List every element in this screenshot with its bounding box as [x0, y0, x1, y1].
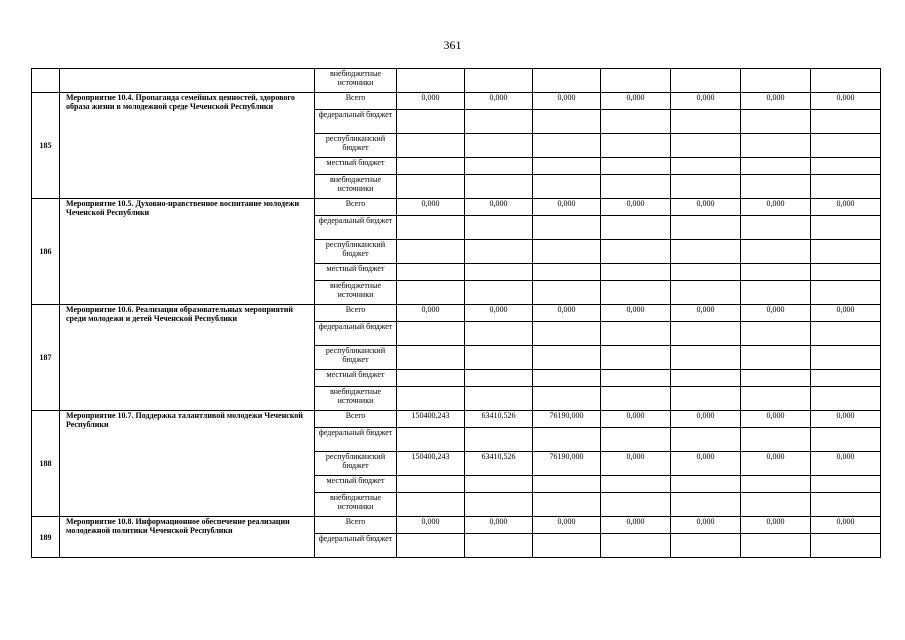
- funding-source-local: местный бюджет: [315, 158, 397, 175]
- value-cell: [671, 322, 741, 346]
- value-cell: 0,000: [533, 199, 601, 216]
- value-cell: [465, 428, 533, 452]
- funding-source-republic: республиканский бюджет: [315, 134, 397, 158]
- value-cell: [601, 370, 671, 387]
- value-cell: [397, 134, 465, 158]
- value-cell: 0,000: [811, 93, 881, 110]
- value-cell: 0,000: [601, 199, 671, 216]
- value-cell: [397, 69, 465, 93]
- value-cell: [601, 110, 671, 134]
- value-cell: [811, 322, 881, 346]
- value-cell: [741, 69, 811, 93]
- value-cell: [671, 216, 741, 240]
- value-cell: [671, 493, 741, 517]
- value-cell: 0,000: [811, 305, 881, 322]
- value-cell: [671, 476, 741, 493]
- funding-source-federal: федеральный бюджет: [315, 110, 397, 134]
- value-cell: [465, 134, 533, 158]
- value-cell: [811, 175, 881, 199]
- funding-source-federal: федеральный бюджет: [315, 428, 397, 452]
- value-cell: [465, 476, 533, 493]
- value-cell: [397, 175, 465, 199]
- value-cell: [601, 216, 671, 240]
- value-cell: 0,000: [671, 93, 741, 110]
- value-cell: 0,000: [741, 517, 811, 534]
- value-cell: [465, 110, 533, 134]
- funding-source-federal: федеральный бюджет: [315, 322, 397, 346]
- value-cell: [741, 428, 811, 452]
- row-number: 185: [32, 93, 60, 199]
- row-number-cell: [32, 69, 60, 93]
- funding-source-total: Всего: [315, 411, 397, 428]
- value-cell: [397, 322, 465, 346]
- value-cell: [811, 281, 881, 305]
- value-cell: [811, 387, 881, 411]
- value-cell: [811, 134, 881, 158]
- row-number: 187: [32, 305, 60, 411]
- measure-title: Мероприятие 10.4. Пропаганда семейных ценностей, здорового образа жизни в молодежной среде Чеченской Республики: [60, 93, 315, 199]
- value-cell: [671, 534, 741, 558]
- value-cell: [601, 346, 671, 370]
- value-cell: 0,000: [601, 411, 671, 428]
- funding-source-local: местный бюджет: [315, 476, 397, 493]
- value-cell: [465, 158, 533, 175]
- funding-source-republic: республиканский бюджет: [315, 346, 397, 370]
- value-cell: [397, 264, 465, 281]
- value-cell: 0,000: [397, 305, 465, 322]
- value-cell: 0,000: [741, 199, 811, 216]
- value-cell: [811, 158, 881, 175]
- table-row: [32, 199, 881, 216]
- value-cell: 150400,243: [397, 411, 465, 428]
- value-cell: [811, 264, 881, 281]
- value-cell: [671, 240, 741, 264]
- value-cell: [533, 216, 601, 240]
- value-cell: [741, 370, 811, 387]
- value-cell: [397, 493, 465, 517]
- value-cell: [741, 216, 811, 240]
- funding-source-republic: республиканский бюджет: [315, 240, 397, 264]
- funding-source-total: Всего: [315, 199, 397, 216]
- value-cell: [601, 175, 671, 199]
- funding-source-extra: внебюджетные источники: [315, 493, 397, 517]
- value-cell: [533, 493, 601, 517]
- value-cell: 63410,526: [465, 452, 533, 476]
- measure-title: Мероприятие 10.5. Духовно-нравственное воспитание молодежи Чеченской Республики: [60, 199, 315, 305]
- value-cell: [811, 216, 881, 240]
- value-cell: [671, 281, 741, 305]
- value-cell: 0,000: [397, 199, 465, 216]
- value-cell: 0,000: [465, 517, 533, 534]
- value-cell: [671, 158, 741, 175]
- funding-source-republic: республиканский бюджет: [315, 452, 397, 476]
- value-cell: [465, 240, 533, 264]
- value-cell: [671, 428, 741, 452]
- value-cell: 0,000: [811, 411, 881, 428]
- funding-source-local: местный бюджет: [315, 370, 397, 387]
- value-cell: [811, 240, 881, 264]
- funding-source-total: Всего: [315, 93, 397, 110]
- table-row: [32, 411, 881, 428]
- value-cell: [811, 476, 881, 493]
- value-cell: 0,000: [741, 305, 811, 322]
- value-cell: [601, 322, 671, 346]
- value-cell: 0,000: [811, 452, 881, 476]
- value-cell: [465, 264, 533, 281]
- value-cell: [811, 110, 881, 134]
- value-cell: [465, 322, 533, 346]
- page-number: 361: [443, 38, 462, 52]
- value-cell: [465, 175, 533, 199]
- value-cell: 0,000: [601, 452, 671, 476]
- value-cell: [811, 69, 881, 93]
- value-cell: [601, 240, 671, 264]
- funding-source-extra: внебюджетные источники: [315, 281, 397, 305]
- table-row: [32, 305, 881, 322]
- value-cell: 0,000: [741, 411, 811, 428]
- value-cell: [533, 110, 601, 134]
- table-row: [32, 517, 881, 534]
- value-cell: [741, 346, 811, 370]
- value-cell: [397, 370, 465, 387]
- value-cell: 0,000: [741, 452, 811, 476]
- table-body: [32, 69, 881, 558]
- funding-source-extra: внебюджетные источники: [315, 175, 397, 199]
- value-cell: [533, 346, 601, 370]
- value-cell: 0,000: [811, 199, 881, 216]
- funding-source-extra: внебюджетные источники: [315, 387, 397, 411]
- value-cell: [533, 387, 601, 411]
- value-cell: [465, 493, 533, 517]
- value-cell: [671, 69, 741, 93]
- funding-source-federal: федеральный бюджет: [315, 534, 397, 558]
- value-cell: [811, 428, 881, 452]
- value-cell: [671, 175, 741, 199]
- value-cell: [533, 69, 601, 93]
- value-cell: [601, 476, 671, 493]
- value-cell: [741, 387, 811, 411]
- value-cell: [741, 264, 811, 281]
- value-cell: [397, 346, 465, 370]
- value-cell: [397, 110, 465, 134]
- budget-table: [31, 68, 881, 558]
- value-cell: 0,000: [811, 517, 881, 534]
- value-cell: [533, 264, 601, 281]
- value-cell: [533, 240, 601, 264]
- value-cell: 0,000: [397, 517, 465, 534]
- value-cell: 0,000: [533, 517, 601, 534]
- value-cell: [465, 534, 533, 558]
- value-cell: [397, 240, 465, 264]
- table-row-continued: [32, 69, 881, 93]
- value-cell: 0,000: [671, 517, 741, 534]
- value-cell: 0,000: [601, 305, 671, 322]
- value-cell: [533, 428, 601, 452]
- value-cell: [741, 493, 811, 517]
- value-cell: 0,000: [601, 93, 671, 110]
- value-cell: [741, 476, 811, 493]
- value-cell: [811, 370, 881, 387]
- value-cell: 0,000: [533, 93, 601, 110]
- value-cell: [465, 370, 533, 387]
- value-cell: 0,000: [397, 93, 465, 110]
- value-cell: [533, 281, 601, 305]
- funding-source-total: Всего: [315, 517, 397, 534]
- value-cell: [397, 158, 465, 175]
- value-cell: 0,000: [671, 305, 741, 322]
- value-cell: [601, 428, 671, 452]
- value-cell: 0,000: [465, 305, 533, 322]
- value-cell: 76190,000: [533, 452, 601, 476]
- value-cell: 0,000: [671, 199, 741, 216]
- value-cell: [397, 387, 465, 411]
- value-cell: [671, 134, 741, 158]
- funding-source-local: местный бюджет: [315, 264, 397, 281]
- value-cell: [601, 281, 671, 305]
- value-cell: [741, 240, 811, 264]
- value-cell: 0,000: [671, 411, 741, 428]
- value-cell: [601, 69, 671, 93]
- value-cell: [465, 281, 533, 305]
- measure-title: Мероприятие 10.6. Реализация образовательных мероприятий среди молодежи и детей Чеченской Республики: [60, 305, 315, 411]
- value-cell: [811, 346, 881, 370]
- value-cell: 0,000: [671, 452, 741, 476]
- value-cell: 0,000: [465, 93, 533, 110]
- value-cell: [671, 387, 741, 411]
- funding-source-federal: федеральный бюджет: [315, 216, 397, 240]
- value-cell: [741, 534, 811, 558]
- value-cell: 0,000: [533, 305, 601, 322]
- value-cell: [671, 346, 741, 370]
- source-cell: внебюджетные источники: [315, 69, 397, 93]
- value-cell: [601, 387, 671, 411]
- value-cell: [533, 370, 601, 387]
- value-cell: 0,000: [601, 517, 671, 534]
- row-number: 189: [32, 517, 60, 558]
- value-cell: [465, 216, 533, 240]
- value-cell: 76190,000: [533, 411, 601, 428]
- row-number: 186: [32, 199, 60, 305]
- value-cell: [601, 534, 671, 558]
- value-cell: [533, 476, 601, 493]
- measure-title: Мероприятие 10.8. Информационное обеспечение реализации молодежной политики Чеченской Республики: [60, 517, 315, 558]
- value-cell: [671, 264, 741, 281]
- value-cell: [533, 134, 601, 158]
- value-cell: [397, 476, 465, 493]
- value-cell: [741, 175, 811, 199]
- row-number: 188: [32, 411, 60, 517]
- value-cell: [601, 134, 671, 158]
- value-cell: [601, 264, 671, 281]
- value-cell: [741, 281, 811, 305]
- value-cell: [601, 158, 671, 175]
- value-cell: [671, 370, 741, 387]
- value-cell: [741, 322, 811, 346]
- value-cell: [533, 175, 601, 199]
- value-cell: 150400,243: [397, 452, 465, 476]
- value-cell: [601, 493, 671, 517]
- value-cell: [533, 322, 601, 346]
- value-cell: [811, 493, 881, 517]
- value-cell: [397, 428, 465, 452]
- value-cell: [741, 158, 811, 175]
- value-cell: [465, 69, 533, 93]
- value-cell: 63410,526: [465, 411, 533, 428]
- value-cell: [465, 346, 533, 370]
- value-cell: [533, 534, 601, 558]
- value-cell: [533, 158, 601, 175]
- value-cell: [397, 216, 465, 240]
- value-cell: [397, 281, 465, 305]
- value-cell: [397, 534, 465, 558]
- table-row: [32, 93, 881, 110]
- value-cell: [671, 110, 741, 134]
- value-cell: [741, 134, 811, 158]
- value-cell: [741, 110, 811, 134]
- value-cell: 0,000: [465, 199, 533, 216]
- measure-title: Мероприятие 10.7. Поддержка талантливой молодежи Чеченской Республики: [60, 411, 315, 517]
- funding-source-total: Всего: [315, 305, 397, 322]
- value-cell: [811, 534, 881, 558]
- value-cell: [465, 387, 533, 411]
- measure-title-cell: [60, 69, 315, 93]
- value-cell: 0,000: [741, 93, 811, 110]
